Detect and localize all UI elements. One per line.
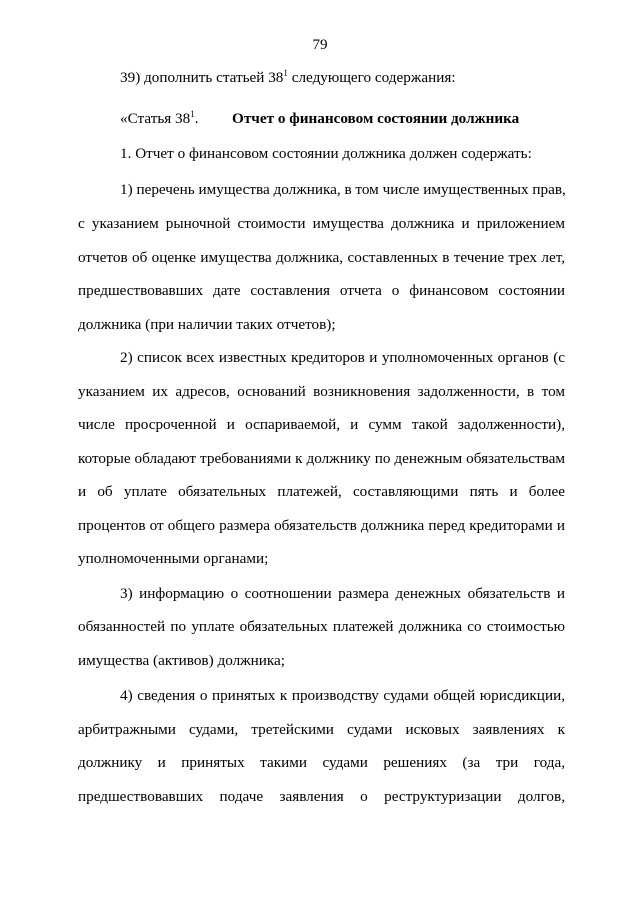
article-heading [120, 109, 565, 129]
amendment-superscript: 1 [283, 68, 288, 78]
article-number: «Статья 38 [120, 110, 191, 127]
paragraph-line: и об уплате обязательных платежей, составляющими пять и более [78, 483, 565, 500]
paragraph-line: 2) список всех известных кредиторов и уполномоченных органов (с [120, 349, 565, 366]
article-superscript: 1 [190, 109, 195, 119]
paragraph-line: должника (при наличии таких отчетов); [78, 316, 336, 333]
paragraph-line: 4) сведения о принятых к производству судами общей юрисдикции, [120, 687, 565, 704]
paragraph-line: предшествовавших дате составления отчета о финансовом состоянии [78, 282, 565, 299]
paragraph-line: указанием их адресов, оснований возникновения задолженности, в том [78, 383, 565, 400]
amendment-intro [120, 68, 565, 88]
paragraph-line: с указанием рыночной стоимости имущества должника и приложением [78, 215, 565, 232]
amendment-intro-tail: следующего содержания: [287, 69, 456, 86]
page-number: 79 [312, 37, 328, 53]
paragraph-line: должнику и принятых такими судами решениях (за три года, [78, 754, 565, 771]
paragraph-line: процентов от общего размера обязательств должника перед кредиторами и [78, 517, 565, 534]
article-title: Отчет о финансовом состоянии должника [232, 110, 520, 127]
paragraph-line: которые обладают требованиями к должнику по денежным обязательствам [78, 450, 565, 467]
paragraph-line: уполномоченными органами; [78, 550, 269, 567]
paragraph-line: числе просроченной и оспариваемой, и сумм такой задолженности), [78, 416, 565, 433]
paragraph-line: отчетов об оценке имущества должника, составленных в течение трех лет, [78, 249, 565, 266]
article-dot: . [194, 110, 199, 127]
paragraph-line: 3) информацию о соотношении размера денежных обязательств и [120, 585, 565, 602]
paragraph-line: 1. Отчет о финансовом состоянии должника должен содержать: [120, 145, 532, 162]
amendment-intro-text: 39) дополнить статьей 38 [120, 69, 284, 86]
paragraph-line: арбитражными судами, третейскими судами исковых заявлениях к [78, 721, 565, 738]
paragraph-line: имущества (активов) должника; [78, 652, 286, 669]
paragraph-line: предшествовавших подаче заявления о реструктуризации долгов, [78, 788, 565, 805]
paragraph-line: 1) перечень имущества должника, в том числе имущественных прав, [120, 181, 566, 198]
paragraph-line: обязанностей по уплате обязательных платежей должника со стоимостью [78, 618, 565, 635]
